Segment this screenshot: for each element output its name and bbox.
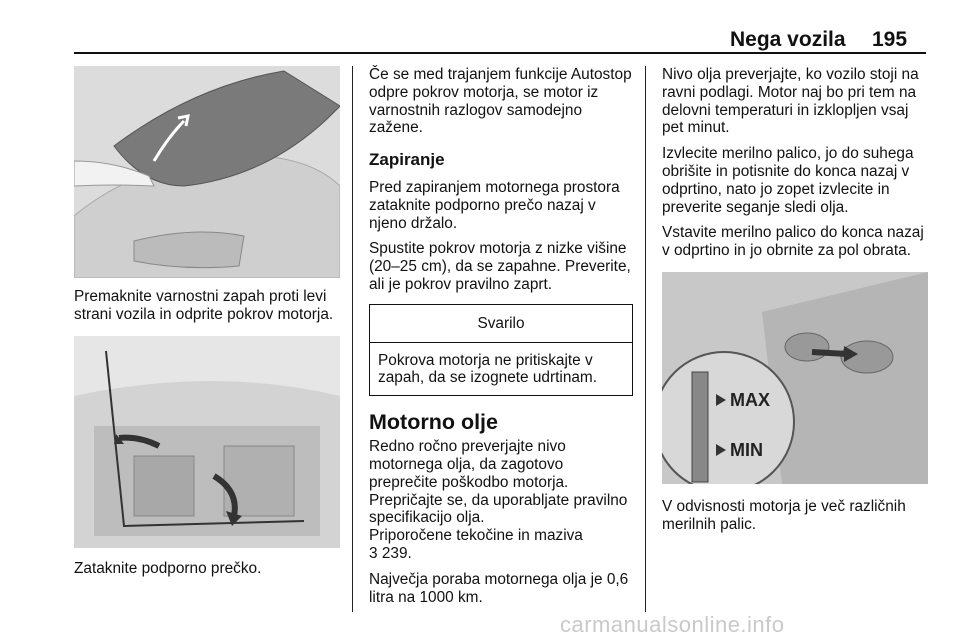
reference-text: Priporočene tekočine in maziva [369, 527, 583, 545]
closing-heading: Zapiranje [369, 150, 445, 170]
column-divider-1 [352, 66, 353, 612]
oil-level-paragraph-2: Izvlecite merilno palico, jo do suhega obrišite in potisnite do konca nazaj v odprtino, nato jo zopet izvlecite in preverite seganje sledi olja. [662, 145, 914, 216]
oil-level-paragraph-3: Vstavite merilno palico do konca nazaj v odprtino in jo obrnite za pol obrata. [662, 224, 924, 260]
closing-paragraph-1: Pred zapiranjem motornega prostora zataknite podporno prečo nazaj v njeno držalo. [369, 178, 620, 232]
dipstick-min-label: MIN [730, 439, 763, 460]
warning-box [369, 304, 633, 396]
column-2 [369, 66, 633, 614]
figure-caption-1: Premaknite varnostni zapah proti levi strani vozila in odprite pokrov motorja. [74, 288, 334, 323]
column-3 [662, 66, 928, 542]
page-number: 195 [872, 28, 908, 51]
oil-level-paragraph-1: Nivo olja preverjajte, ko vozilo stoji na ravni podlagi. Motor naj bo pri tem na delovni temperaturi in izklopljen vsaj pet minut. [662, 66, 919, 137]
header-rule [74, 52, 926, 54]
column-1 [74, 66, 340, 585]
oil-reference [369, 527, 633, 563]
warning-body: Pokrova motorja ne pritiskajte v zapah, da se izognete udrtinam. [378, 351, 598, 387]
watermark: carmanualsonline.info [560, 612, 785, 637]
dipstick-caption: V odvisnosti motorja je več različnih merilnih palic. [662, 497, 906, 533]
engine-oil-heading: Motorno olje [369, 410, 498, 435]
dipstick-illustration [662, 272, 928, 484]
hood-release-illustration [74, 66, 340, 278]
oil-paragraph-1: Redno ročno preverjajte nivo motornega olja, da zagotovo preprečite poškodbo motorja. [369, 438, 569, 491]
page-reference-link[interactable]: 3 239. [369, 544, 412, 562]
figure-caption-2: Zataknite podporno prečko. [74, 559, 262, 577]
prop-rod-illustration [74, 336, 340, 548]
column-divider-2 [645, 66, 646, 612]
oil-paragraph-2: Prepričajte se, da uporabljate pravilno specifikacijo olja. [369, 491, 628, 527]
page-title: Nega vozila [730, 28, 846, 51]
dipstick-max-label: MAX [730, 389, 770, 410]
closing-paragraph-2: Spustite pokrov motorja z nizke višine (20–25 cm), da se zapahne. Preverite, ali je pokrov pravilno zaprt. [369, 240, 631, 293]
warning-title: Svarilo [370, 305, 632, 343]
autostop-paragraph: Če se med trajanjem funkcije Autostop odpre pokrov motorja, se motor iz varnostnih razlogov samodejno zažene. [369, 66, 632, 137]
oil-consumption-paragraph: Največja poraba motornega olja je 0,6 litra na 1000 km. [369, 570, 629, 606]
